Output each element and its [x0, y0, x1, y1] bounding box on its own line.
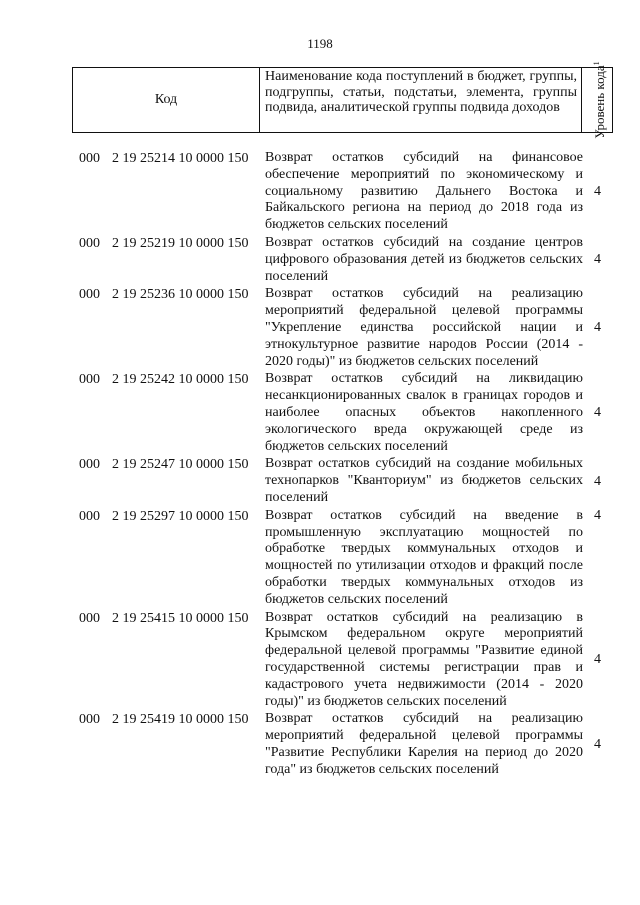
table-header: [72, 61, 613, 139]
row-description: Возврат остатков субсидий на реализацию в Крымском федеральном округе мероприятий федеральной целевой программы "Развитие единой государственной системы регистрации прав и кадастрового учета недвижимости (2014 - 2020 годы)" из бюджетов сельских поселений: [265, 609, 583, 709]
row-income-code: 2 19 25297 10 0000 150: [112, 508, 249, 524]
row-admin-code: 000: [79, 610, 100, 626]
column-header-level-label: [589, 61, 605, 138]
table-row: [0, 508, 640, 609]
column-header-name: Наименование кода поступлений в бюджет, группы, подгруппы, статьи, подстатьи, элемента, группы подвида, аналитической группы подвида доходов: [260, 68, 582, 132]
level-footnote-mark: 1: [591, 61, 601, 66]
row-description: Возврат остатков субсидий на введение в промышленную эксплуатацию мощностей по обработке твердых коммунальных отходов и мощностей по утилизации отходов и фракций после обработки твердых коммунальных отходов из бюджетов сельских поселений: [265, 507, 583, 607]
row-level: 4: [594, 320, 601, 336]
row-admin-code: 000: [79, 235, 100, 251]
row-admin-code: 000: [79, 712, 100, 728]
row-description: Возврат остатков субсидий на финансовое обеспечение мероприятий по экономическому и социальному развитию Дальнего Востока и Байкальского региона на период до 2018 года из бюджетов сельских поселений: [265, 150, 583, 233]
row-level: 4: [594, 252, 601, 268]
table-row: [0, 610, 640, 711]
table-row: [0, 371, 640, 455]
table-row: [0, 150, 640, 234]
row-level: 4: [594, 405, 601, 421]
row-description: Возврат остатков субсидий на реализацию мероприятий федеральной целевой программы "Укрепление единства российской нации и этнокультурное развитие народов России (2014 - 2020 годы)" из бюджетов сельских поселений: [265, 286, 583, 369]
row-income-code: 2 19 25415 10 0000 150: [112, 610, 249, 626]
level-label-text: Уровень кода: [591, 65, 607, 139]
table-row: [0, 286, 640, 370]
table-row: [0, 711, 640, 778]
row-description: Возврат остатков субсидий на ликвидацию несанкционированных свалок в границах городов и наиболее опасных объектов накопленного экологического вреда окружающей среде из бюджетов сельских поселений: [265, 371, 583, 454]
row-level: 4: [594, 651, 601, 667]
row-admin-code: 000: [79, 151, 100, 166]
row-level: 4: [594, 473, 601, 489]
row-description: Возврат остатков субсидий на создание мобильных технопарков "Кванториум" из бюджетов сельских поселений: [265, 456, 583, 505]
table-body: [0, 150, 640, 778]
row-admin-code: 000: [79, 372, 100, 388]
row-description: Возврат остатков субсидий на реализацию мероприятий федеральной целевой программы "Развитие Республики Карелия на период до 2020 года" из бюджетов сельских поселений: [265, 711, 583, 777]
row-income-code: 2 19 25247 10 0000 150: [112, 457, 249, 473]
row-admin-code: 000: [79, 287, 100, 303]
page-number: 1198: [307, 36, 333, 51]
row-level: 4: [594, 183, 601, 199]
row-income-code: 2 19 25219 10 0000 150: [112, 235, 249, 251]
column-header-level: [583, 61, 612, 139]
table-row: [0, 235, 640, 285]
row-income-code: 2 19 25419 10 0000 150: [112, 712, 249, 728]
row-income-code: 2 19 25242 10 0000 150: [112, 372, 249, 388]
row-level: 4: [594, 736, 601, 752]
row-level: 4: [594, 507, 601, 523]
row-admin-code: 000: [79, 457, 100, 473]
row-description: Возврат остатков субсидий на создание центров цифрового образования детей из бюджетов сельских поселений: [265, 234, 583, 284]
row-income-code: 2 19 25236 10 0000 150: [112, 287, 249, 303]
column-header-code: Код: [73, 68, 260, 132]
table-row: [0, 456, 640, 506]
row-admin-code: 000: [79, 508, 100, 524]
row-income-code: 2 19 25214 10 0000 150: [112, 151, 249, 166]
